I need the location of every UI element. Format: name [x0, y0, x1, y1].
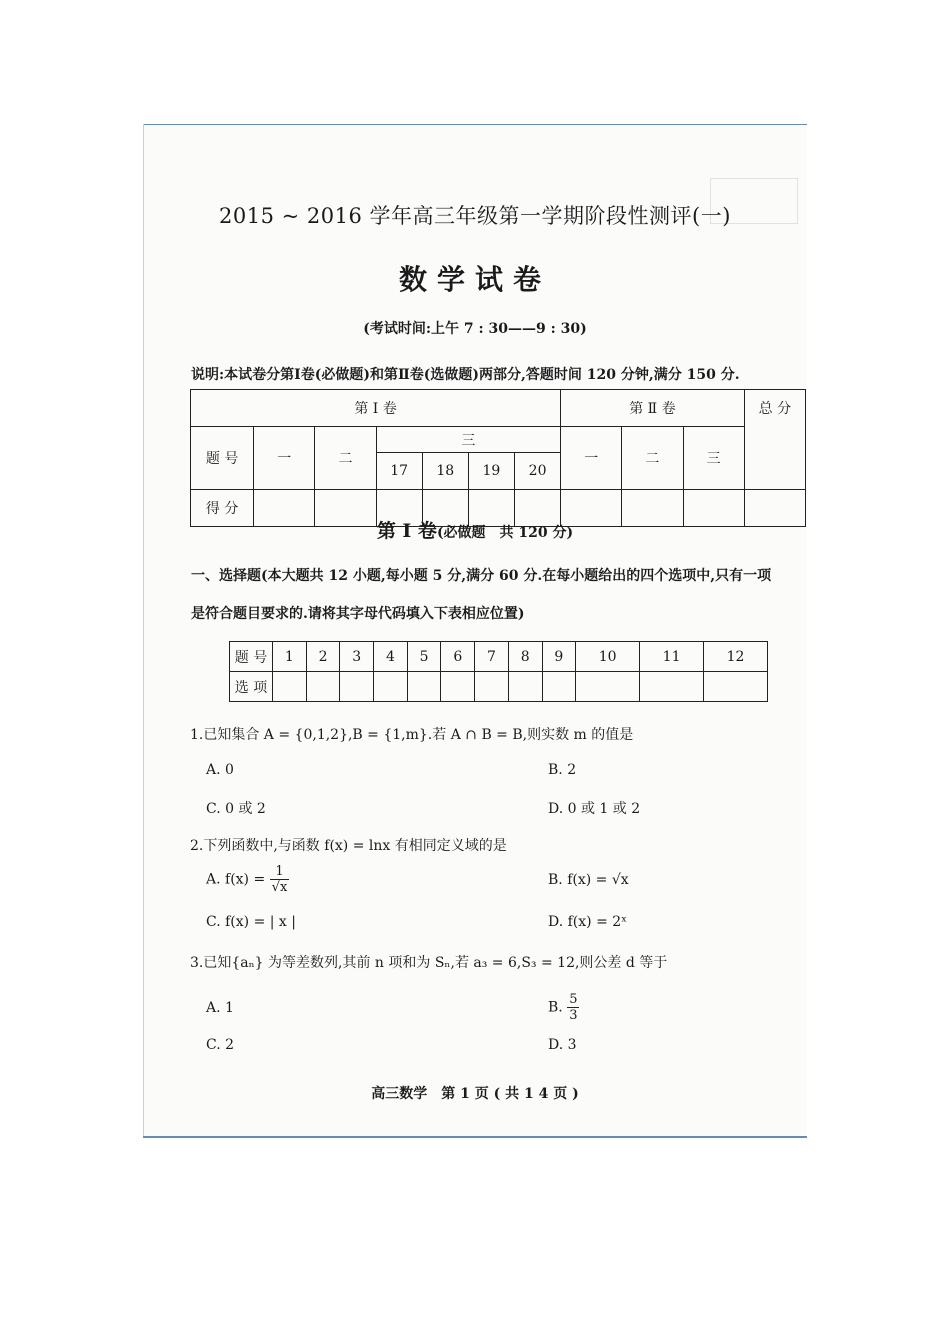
score-part2-section-1: 一 [561, 427, 622, 490]
score-part2-section-2: 二 [622, 427, 683, 490]
answer-number: 12 [704, 642, 768, 672]
answer-cell [475, 672, 509, 702]
fraction-numerator: 1 [270, 864, 290, 880]
answer-number: 6 [441, 642, 475, 672]
question-2-option-c: C. f(x) = | x | [206, 914, 296, 930]
fraction-denominator: 3 [569, 1008, 578, 1023]
answer-row-label-number: 题 号 [230, 642, 273, 672]
part1-title: 第 Ⅰ 卷 [376, 520, 437, 542]
subject-heading: 数学试卷 [398, 263, 551, 296]
score-item-20: 20 [515, 453, 561, 490]
answer-table [229, 641, 768, 702]
part1-heading [0, 516, 950, 543]
question-3-option-b-prefix: B. [548, 999, 563, 1016]
question-3-option-a: A. 1 [206, 1000, 234, 1016]
question-1-option-b: B. 2 [548, 762, 577, 778]
answer-cell [508, 672, 542, 702]
score-part1-section-1: 一 [254, 427, 315, 490]
answer-cell [273, 672, 307, 702]
score-item-17: 17 [376, 453, 422, 490]
answer-number: 2 [306, 642, 340, 672]
question-3-option-d: D. 3 [548, 1037, 577, 1053]
answer-cell [407, 672, 441, 702]
section1-instructions-line1: 一、选择题(本大题共 12 小题,每小题 5 分,满分 60 分.在每小题给出的四个选项中,只有一项 [191, 568, 772, 584]
answer-number: 3 [340, 642, 374, 672]
question-3-option-c: C. 2 [206, 1037, 235, 1053]
score-part1-section-2: 二 [315, 427, 376, 490]
score-table [190, 389, 806, 527]
question-2-stem: 2.下列函数中,与函数 f(x) = lnx 有相同定义域的是 [190, 838, 507, 854]
answer-number: 8 [508, 642, 542, 672]
question-1-option-a: A. 0 [206, 762, 234, 778]
score-total-header: 总 分 [744, 390, 805, 490]
answer-number: 1 [273, 642, 307, 672]
answer-cell [640, 672, 704, 702]
question-3-option-b [548, 992, 579, 1023]
exam-title: 2015 ~ 2016 学年高三年级第一学期阶段性测评(一) [219, 204, 731, 228]
answer-cell [704, 672, 768, 702]
page-footer: 高三数学 第 1 页 ( 共 1 4 页 ) [371, 1086, 579, 1102]
answer-cell [340, 672, 374, 702]
question-3-stem: 3.已知{aₙ} 为等差数列,其前 n 项和为 Sₙ,若 a₃ = 6,S₃ = 12,则公差 d 等于 [190, 955, 668, 971]
question-1-option-c: C. 0 或 2 [206, 801, 266, 817]
question-1-stem: 1.已知集合 A = {0,1,2},B = {1,m}.若 A ∩ B = B,则实数 m 的值是 [190, 727, 634, 743]
answer-cell [441, 672, 475, 702]
page-edge-top [143, 124, 807, 125]
score-item-18: 18 [422, 453, 468, 490]
page-edge-bottom [143, 1136, 807, 1138]
score-part2-section-3: 三 [683, 427, 744, 490]
answer-number: 5 [407, 642, 441, 672]
part1-note: (必做题 共 120 分) [436, 525, 574, 541]
score-item-19: 19 [468, 453, 514, 490]
question-2-option-a-prefix: A. f(x) = [206, 871, 266, 888]
answer-cell [542, 672, 576, 702]
answer-number: 7 [475, 642, 509, 672]
question-2-option-a [206, 864, 289, 895]
answer-row-label-choice: 选 项 [230, 672, 273, 702]
score-part1-section-3: 三 [376, 427, 561, 453]
answer-cell [374, 672, 408, 702]
answer-number: 10 [576, 642, 640, 672]
question-3-option-b-fraction [567, 992, 579, 1023]
answer-number: 4 [374, 642, 408, 672]
score-row-label-number: 题 号 [191, 427, 254, 490]
answer-cell [306, 672, 340, 702]
question-1-option-d: D. 0 或 1 或 2 [548, 801, 641, 817]
score-row-label-score: 得 分 [191, 490, 254, 527]
answer-cell [576, 672, 640, 702]
question-2-option-b: B. f(x) = √x [548, 872, 629, 888]
score-part1-header: 第 Ⅰ 卷 [191, 390, 561, 427]
answer-number: 9 [542, 642, 576, 672]
question-2-option-a-fraction [270, 864, 290, 895]
answer-number: 11 [640, 642, 704, 672]
fraction-numerator: 5 [569, 992, 578, 1007]
score-part2-header: 第 Ⅱ 卷 [561, 390, 745, 427]
section1-instructions-line2: 是符合题目要求的.请将其字母代码填入下表相应位置) [191, 606, 525, 622]
question-2-option-d: D. f(x) = 2ˣ [548, 914, 628, 930]
exam-time: (考试时间:上午 7 : 30——9 : 30) [363, 321, 587, 337]
instructions: 说明:本试卷分第Ⅰ卷(必做题)和第Ⅱ卷(选做题)两部分,答题时间 120 分钟,满分 150 分. [191, 367, 740, 383]
fraction-denominator: √x [271, 880, 288, 895]
